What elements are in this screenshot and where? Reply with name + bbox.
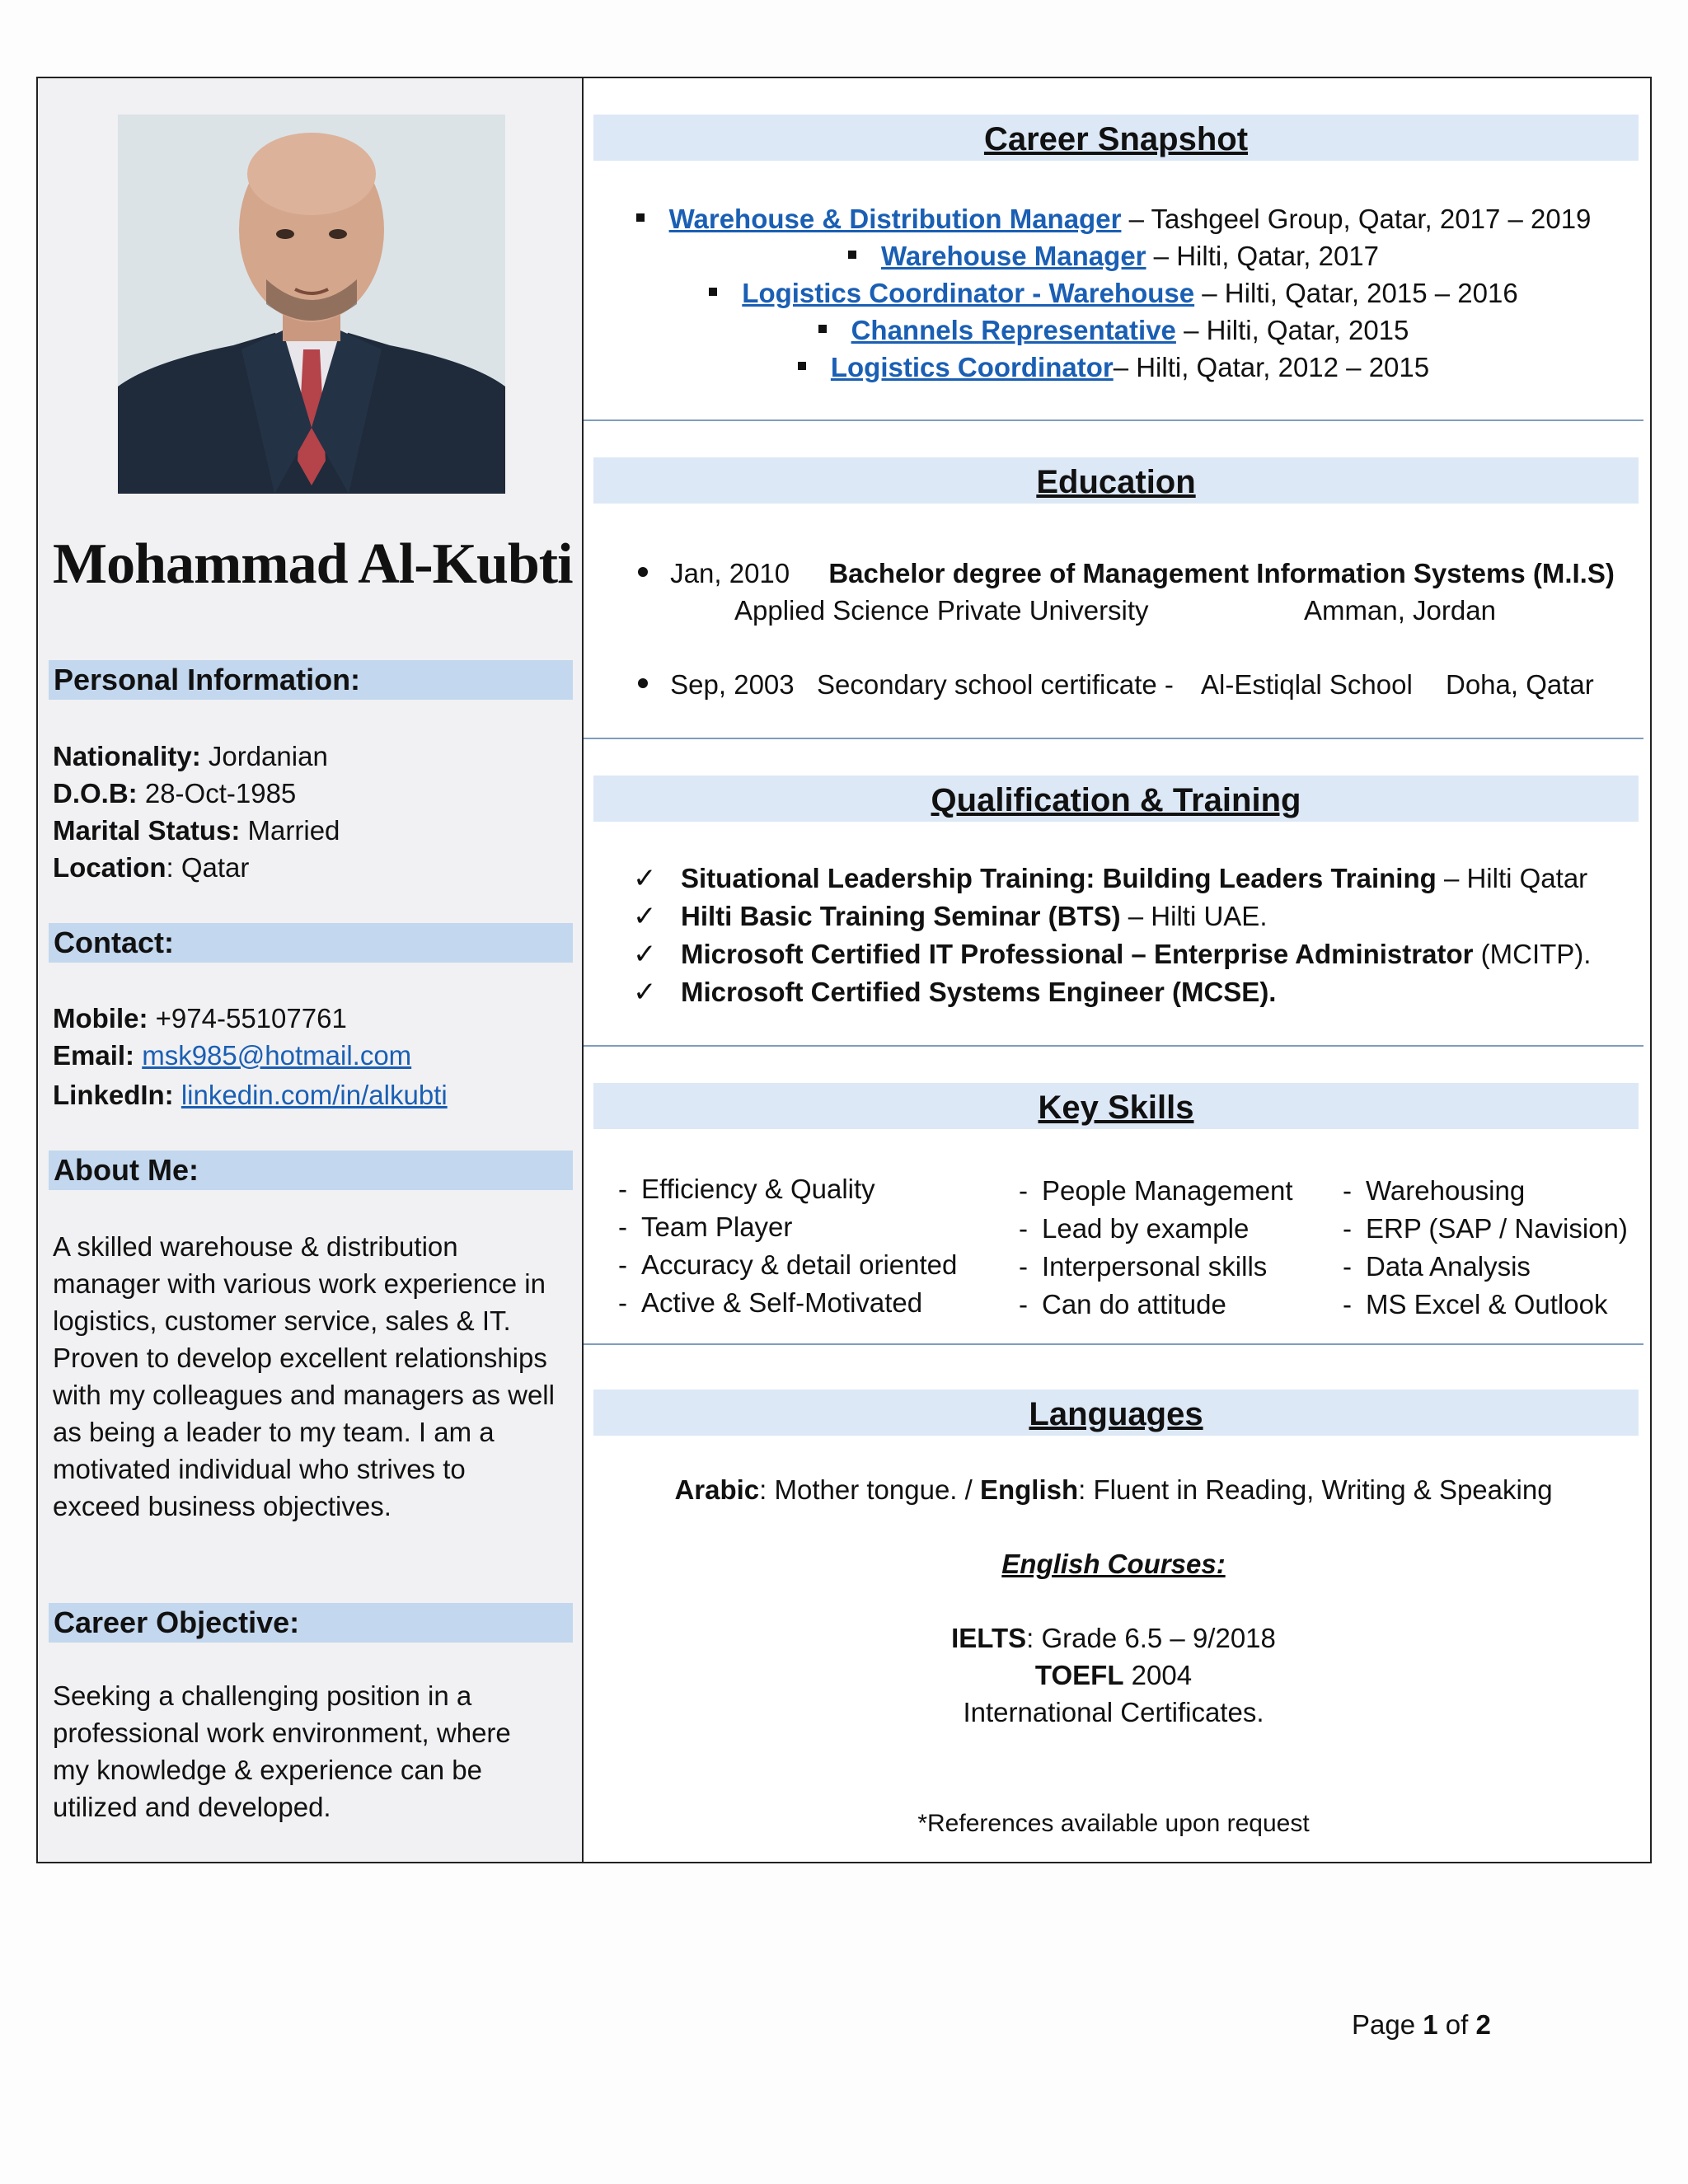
- location-value: : Qatar: [166, 852, 250, 883]
- objective-heading: Career Objective:: [49, 1603, 573, 1643]
- career-detail: – Hilti, Qatar, 2015 – 2016: [1194, 278, 1518, 308]
- skill-item: - MS Excel & Outlook: [1343, 1286, 1628, 1324]
- qualification-item: [633, 860, 1591, 898]
- square-bullet-icon: [709, 288, 717, 296]
- skill-item: - Warehousing: [1343, 1172, 1628, 1210]
- nationality-value: Jordanian: [200, 741, 328, 771]
- location-label: Location: [53, 852, 166, 883]
- career-item: [584, 200, 1643, 237]
- skills-heading: [593, 1083, 1639, 1129]
- email-label: Email:: [53, 1040, 135, 1071]
- toefl-line: [584, 1657, 1643, 1694]
- contact-list: [53, 1000, 572, 1113]
- languages-heading: [593, 1390, 1639, 1436]
- skill-item: - Can do attitude: [1019, 1286, 1293, 1324]
- career-title-link[interactable]: Warehouse & Distribution Manager: [668, 204, 1122, 234]
- nationality-label: Nationality:: [53, 741, 201, 771]
- career-item: [584, 274, 1643, 312]
- career-title-link[interactable]: Logistics Coordinator - Warehouse: [742, 278, 1195, 308]
- section-divider: [584, 1045, 1643, 1047]
- linkedin-row: [53, 1076, 572, 1113]
- square-bullet-icon: [636, 213, 645, 222]
- career-detail: – Hilti, Qatar, 2017: [1146, 241, 1379, 271]
- personal-info-heading: Personal Information:: [49, 660, 573, 700]
- career-detail: – Tashgeel Group, Qatar, 2017 – 2019: [1121, 204, 1592, 234]
- square-bullet-icon: [798, 362, 806, 370]
- skill-item: - Data Analysis: [1343, 1248, 1628, 1286]
- qualification-title: Hilti Basic Training Seminar (BTS): [681, 901, 1121, 931]
- skill-item: - Team Player: [618, 1208, 957, 1246]
- ielts-line: [584, 1619, 1643, 1657]
- contact-heading: Contact:: [49, 923, 573, 963]
- career-item: [584, 349, 1643, 386]
- marital-row: [53, 812, 572, 849]
- skills-column-2: [1019, 1172, 1293, 1324]
- page-word: Page: [1352, 2009, 1423, 2040]
- languages-heading-text: Languages: [1029, 1396, 1203, 1432]
- checkmark-icon: ✓: [633, 977, 657, 1008]
- qualification-detail: – Hilti Qatar: [1436, 863, 1588, 893]
- checkmark-icon: ✓: [633, 901, 657, 932]
- education-degree: Bachelor degree of Management Information Systems (M.I.S): [828, 558, 1615, 588]
- resume-page: [36, 77, 1652, 1863]
- education-school: Applied Science Private University: [734, 595, 1149, 626]
- career-item: [584, 237, 1643, 274]
- bullet-icon: [638, 678, 648, 688]
- checkmark-icon: ✓: [633, 939, 657, 970]
- career-list: [584, 200, 1643, 386]
- about-line: logistics, customer service, sales & IT.: [53, 1305, 511, 1336]
- english-courses-heading: English Courses:: [1001, 1549, 1226, 1579]
- skills-column-1: [618, 1170, 957, 1322]
- objective-line: Seeking a challenging position in a: [53, 1680, 472, 1711]
- page-current: 1: [1423, 2009, 1438, 2040]
- dob-label: D.O.B:: [53, 778, 138, 808]
- checkmark-icon: ✓: [633, 863, 657, 894]
- education-place: Amman, Jordan: [1304, 595, 1496, 626]
- about-line: motivated individual who strives to: [53, 1454, 466, 1484]
- toefl-label: TOEFL: [1034, 1660, 1124, 1690]
- qualification-item: [633, 935, 1591, 973]
- career-detail: – Hilti, Qatar, 2012 – 2015: [1113, 352, 1430, 382]
- career-detail: – Hilti, Qatar, 2015: [1175, 315, 1409, 345]
- dob-value: 28-Oct-1985: [137, 778, 297, 808]
- english-text: : Fluent in Reading, Writing & Speaking: [1078, 1474, 1553, 1505]
- about-line: as being a leader to my team. I am a: [53, 1417, 495, 1447]
- about-text: [53, 1228, 572, 1525]
- skill-item: - Accuracy & detail oriented: [618, 1246, 957, 1284]
- education-date: Sep, 2003: [670, 669, 795, 700]
- square-bullet-icon: [818, 325, 827, 333]
- career-title-link[interactable]: Channels Representative: [851, 315, 1176, 345]
- section-divider: [584, 1343, 1643, 1345]
- career-heading-text: Career Snapshot: [983, 121, 1249, 157]
- skills-column-3: [1343, 1172, 1628, 1324]
- linkedin-label: LinkedIn:: [53, 1080, 174, 1110]
- skills-grid: [584, 1170, 1643, 1327]
- qualification-heading: [593, 776, 1639, 822]
- ielts-text: : Grade 6.5 – 9/2018: [1026, 1623, 1276, 1653]
- toefl-text: 2004: [1123, 1660, 1193, 1690]
- section-divider: [584, 738, 1643, 739]
- qualification-detail: (MCITP).: [1473, 939, 1592, 969]
- page-of-word: of: [1437, 2009, 1476, 2040]
- email-row: [53, 1037, 572, 1074]
- dob-row: [53, 775, 572, 812]
- skill-item: - People Management: [1019, 1172, 1293, 1210]
- qualification-detail: – Hilti UAE.: [1120, 901, 1268, 931]
- mobile-label: Mobile:: [53, 1003, 148, 1033]
- left-sidebar: [38, 78, 584, 1862]
- skill-item: - Active & Self-Motivated: [618, 1284, 957, 1322]
- mobile-row: [53, 1000, 572, 1037]
- career-heading: [593, 115, 1639, 161]
- arabic-text: : Mother tongue. /: [759, 1474, 980, 1505]
- skill-item: - ERP (SAP / Navision): [1343, 1210, 1628, 1248]
- education-place: Doha, Qatar: [1446, 669, 1594, 700]
- objective-line: my knowledge & experience can be: [53, 1755, 482, 1785]
- page-number: [1352, 2009, 1491, 2041]
- qualification-list: [633, 860, 1591, 1011]
- arabic-label: Arabic: [674, 1474, 760, 1505]
- ielts-label: IELTS: [951, 1623, 1027, 1653]
- qualification-title: Microsoft Certified Systems Engineer (MCSE).: [681, 977, 1277, 1007]
- education-date: Jan, 2010: [670, 558, 790, 588]
- languages-line: [584, 1471, 1643, 1508]
- profile-photo: [118, 115, 505, 494]
- personal-info-list: [53, 738, 572, 886]
- education-heading: [593, 457, 1639, 504]
- about-line: manager with various work experience in: [53, 1268, 546, 1299]
- linkedin-link[interactable]: linkedin.com/in/alkubti: [181, 1080, 448, 1110]
- about-line: A skilled warehouse & distribution: [53, 1231, 458, 1262]
- qualification-title: Situational Leadership Training: Building Leaders Training: [681, 863, 1437, 893]
- main-content: [584, 78, 1650, 1862]
- about-heading: About Me:: [49, 1151, 573, 1190]
- location-row: [53, 849, 572, 886]
- square-bullet-icon: [848, 251, 856, 259]
- career-title-link[interactable]: Logistics Coordinator: [830, 352, 1114, 382]
- page-total: 2: [1475, 2009, 1491, 2040]
- education-heading-text: Education: [1036, 464, 1196, 500]
- international-certificates: International Certificates.: [963, 1697, 1264, 1727]
- candidate-name: Mohammad Al-Kubti: [53, 532, 573, 596]
- about-line: with my colleagues and managers as well: [53, 1380, 555, 1410]
- mobile-value: +974-55107761: [148, 1003, 347, 1033]
- career-item: [584, 312, 1643, 349]
- nationality-row: [53, 738, 572, 775]
- skill-item: - Lead by example: [1019, 1210, 1293, 1248]
- education-item-2: [638, 666, 795, 703]
- education-item-1: [638, 555, 1615, 592]
- career-title-link[interactable]: Warehouse Manager: [880, 241, 1146, 271]
- qualification-item: [633, 898, 1591, 935]
- email-link[interactable]: msk985@hotmail.com: [142, 1040, 412, 1071]
- qualification-heading-text: Qualification & Training: [931, 782, 1301, 818]
- objective-text: [53, 1677, 572, 1825]
- education-school: Al-Estiqlal School: [1201, 669, 1413, 700]
- qualification-item: [633, 973, 1591, 1011]
- references-note: *References available upon request: [917, 1810, 1310, 1837]
- marital-label: Marital Status:: [53, 815, 241, 846]
- marital-value: Married: [240, 815, 340, 846]
- objective-line: utilized and developed.: [53, 1792, 331, 1822]
- qualification-title: Microsoft Certified IT Professional – Enterprise Administrator: [681, 939, 1474, 969]
- education-degree: Secondary school certificate -: [817, 669, 1174, 700]
- skill-item: - Interpersonal skills: [1019, 1248, 1293, 1286]
- bullet-icon: [638, 567, 648, 577]
- about-line: Proven to develop excellent relationships: [53, 1343, 547, 1373]
- about-line: exceed business objectives.: [53, 1491, 392, 1521]
- section-divider: [584, 419, 1643, 421]
- skill-item: - Efficiency & Quality: [618, 1170, 957, 1208]
- english-label: English: [979, 1474, 1079, 1505]
- objective-line: professional work environment, where: [53, 1718, 511, 1748]
- skills-heading-text: Key Skills: [1038, 1090, 1194, 1126]
